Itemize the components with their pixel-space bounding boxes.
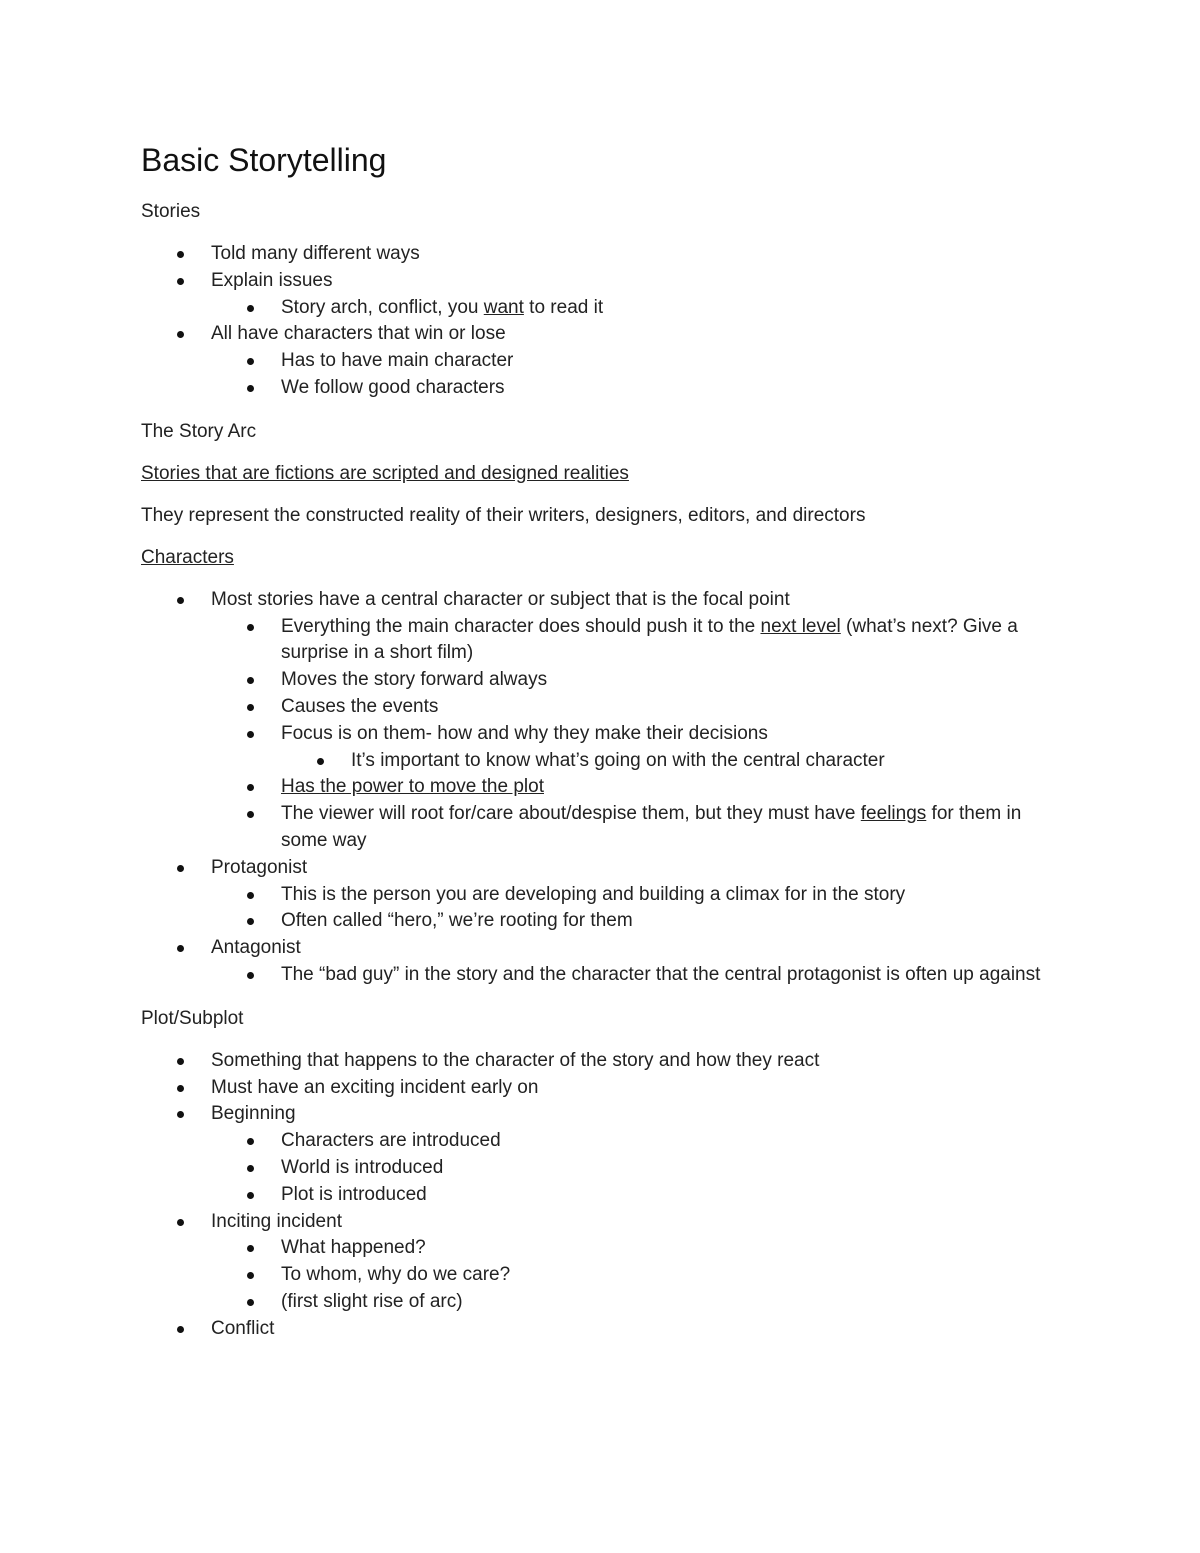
list-item-text	[281, 803, 1021, 851]
list-item	[211, 614, 1061, 668]
bullet-list	[141, 348, 1061, 402]
list-item	[211, 295, 1061, 322]
bullet-list	[211, 748, 1061, 775]
bullet-icon	[247, 918, 254, 925]
text-segment: Story arch, conflict, you	[281, 296, 484, 318]
list-item	[141, 1048, 1061, 1075]
list-item	[141, 268, 1061, 322]
bullet-icon	[247, 358, 254, 365]
list-item	[281, 748, 1061, 775]
list-item	[141, 1209, 1061, 1316]
list-item-text: What happened?	[281, 1237, 426, 1259]
underlined-statement: Stories that are fictions are scripted and designed realities	[141, 462, 629, 484]
list-item	[211, 1235, 1061, 1262]
underlined-text: feelings	[860, 803, 927, 825]
list-item	[211, 908, 1061, 935]
bullet-list	[141, 587, 1061, 989]
text-segment: Everything the main character does should push it to the	[281, 615, 761, 637]
list-item	[211, 801, 1061, 855]
bullet-icon	[247, 892, 254, 899]
text-segment: The viewer will root for/care about/despise them, but they must have	[281, 803, 861, 825]
section-heading-plot: Plot/Subplot	[141, 1007, 244, 1029]
list-item-text: Has to have main character	[281, 350, 514, 372]
list-item	[211, 1128, 1061, 1155]
list-item-text: Plot is introduced	[281, 1183, 427, 1205]
list-item-text: Moves the story forward always	[281, 669, 548, 691]
list-item	[141, 1101, 1061, 1208]
bullet-list	[141, 1128, 1061, 1208]
bullet-icon	[247, 385, 254, 392]
list-item	[141, 935, 1061, 989]
underlined-text: want	[483, 296, 524, 318]
list-stories	[141, 241, 1061, 402]
text-segment: (what’s next? Give a surprise in a short film)	[281, 615, 1018, 664]
list-item	[211, 1262, 1061, 1289]
bullet-icon	[177, 331, 184, 338]
bullet-icon	[247, 1192, 254, 1199]
list-item-text: Explain issues	[211, 269, 333, 291]
bullet-icon	[247, 972, 254, 979]
list-item	[211, 1155, 1061, 1182]
list-item	[141, 1075, 1061, 1102]
list-item	[141, 587, 1061, 855]
text-segment: to read it	[523, 296, 604, 318]
statement: They represent the constructed reality of their writers, designers, editors, and directors	[141, 504, 866, 526]
list-item-text: Must have an exciting incident early on	[211, 1076, 539, 1098]
bullet-icon	[177, 597, 184, 604]
list-item	[211, 882, 1061, 909]
list-item	[211, 348, 1061, 375]
bullet-icon	[177, 251, 184, 258]
bullet-icon	[247, 731, 254, 738]
list-item-text: Often called “hero,” we’re rooting for them	[281, 910, 633, 932]
list-item-text: Inciting incident	[211, 1210, 342, 1232]
bullet-icon	[177, 1326, 184, 1333]
bullet-list	[141, 1235, 1061, 1315]
section-heading-stories: Stories	[141, 201, 201, 222]
bullet-icon	[177, 945, 184, 952]
list-item	[211, 375, 1061, 402]
list-item-text: Something that happens to the character of the story and how they react	[211, 1049, 820, 1071]
list-item	[211, 694, 1061, 721]
bullet-icon	[247, 704, 254, 711]
list-characters	[141, 587, 1061, 989]
list-item-text: Protagonist	[211, 856, 308, 878]
bullet-icon	[247, 1272, 254, 1279]
bullet-list	[141, 295, 1061, 322]
underlined-text: next level	[760, 615, 841, 637]
bullet-icon	[177, 1085, 184, 1092]
list-item-text: We follow good characters	[281, 376, 505, 398]
bullet-icon	[247, 305, 254, 312]
document-body	[141, 138, 1061, 1360]
list-item-text: Characters are introduced	[281, 1130, 501, 1152]
list-item	[141, 855, 1061, 935]
bullet-icon	[247, 677, 254, 684]
bullet-icon	[177, 278, 184, 285]
bullet-icon	[247, 1138, 254, 1145]
bullet-icon	[177, 1219, 184, 1226]
list-item	[141, 1316, 1061, 1343]
list-item-text: Most stories have a central character or subject that is the focal point	[211, 588, 790, 610]
list-item-text: It’s important to know what’s going on with the central character	[351, 749, 885, 771]
list-item	[211, 962, 1061, 989]
list-item	[211, 774, 1061, 801]
bullet-list	[141, 882, 1061, 936]
list-item	[211, 1289, 1061, 1316]
list-item	[141, 241, 1061, 268]
bullet-icon	[177, 865, 184, 872]
bullet-list	[141, 962, 1061, 989]
bullet-icon	[247, 624, 254, 631]
bullet-icon	[247, 784, 254, 791]
list-item-text: Conflict	[211, 1317, 275, 1339]
bullet-icon	[247, 1299, 254, 1306]
list-item-text	[281, 616, 1018, 664]
list-item-text: This is the person you are developing and building a climax for in the story	[281, 883, 906, 905]
bullet-icon	[247, 1245, 254, 1252]
bullet-list	[141, 614, 1061, 855]
document-title: Basic Storytelling	[141, 142, 387, 178]
list-item-text: Told many different ways	[211, 243, 420, 264]
bullet-list	[141, 1048, 1061, 1343]
list-item-text: The “bad guy” in the story and the character that the central protagonist is often up against	[281, 963, 1041, 985]
list-item-text: World is introduced	[281, 1156, 444, 1178]
section-heading-story-arc: The Story Arc	[141, 420, 257, 442]
list-item	[211, 721, 1061, 775]
list-item	[141, 321, 1061, 401]
bullet-icon	[247, 811, 254, 818]
list-item-text: To whom, why do we care?	[281, 1264, 511, 1286]
bullet-icon	[177, 1111, 184, 1118]
list-item-text: Focus is on them- how and why they make their decisions	[281, 722, 768, 744]
list-item-text: Causes the events	[281, 695, 439, 717]
bullet-icon	[177, 1058, 184, 1065]
list-item	[211, 1182, 1061, 1209]
list-plot	[141, 1048, 1061, 1343]
section-heading-characters: Characters	[141, 546, 234, 568]
list-item-text	[281, 297, 603, 318]
bullet-icon	[317, 758, 324, 765]
list-item-text: Antagonist	[211, 937, 301, 959]
bullet-icon	[247, 1165, 254, 1172]
text-segment: for them in some way	[281, 803, 1022, 851]
list-item-text: Beginning	[211, 1103, 296, 1125]
list-item	[211, 667, 1061, 694]
list-item-text: Has the power to move the plot	[281, 776, 544, 798]
list-item-text: (first slight rise of arc)	[281, 1290, 463, 1312]
list-item-text: All have characters that win or lose	[211, 323, 506, 345]
bullet-list	[141, 241, 1061, 402]
